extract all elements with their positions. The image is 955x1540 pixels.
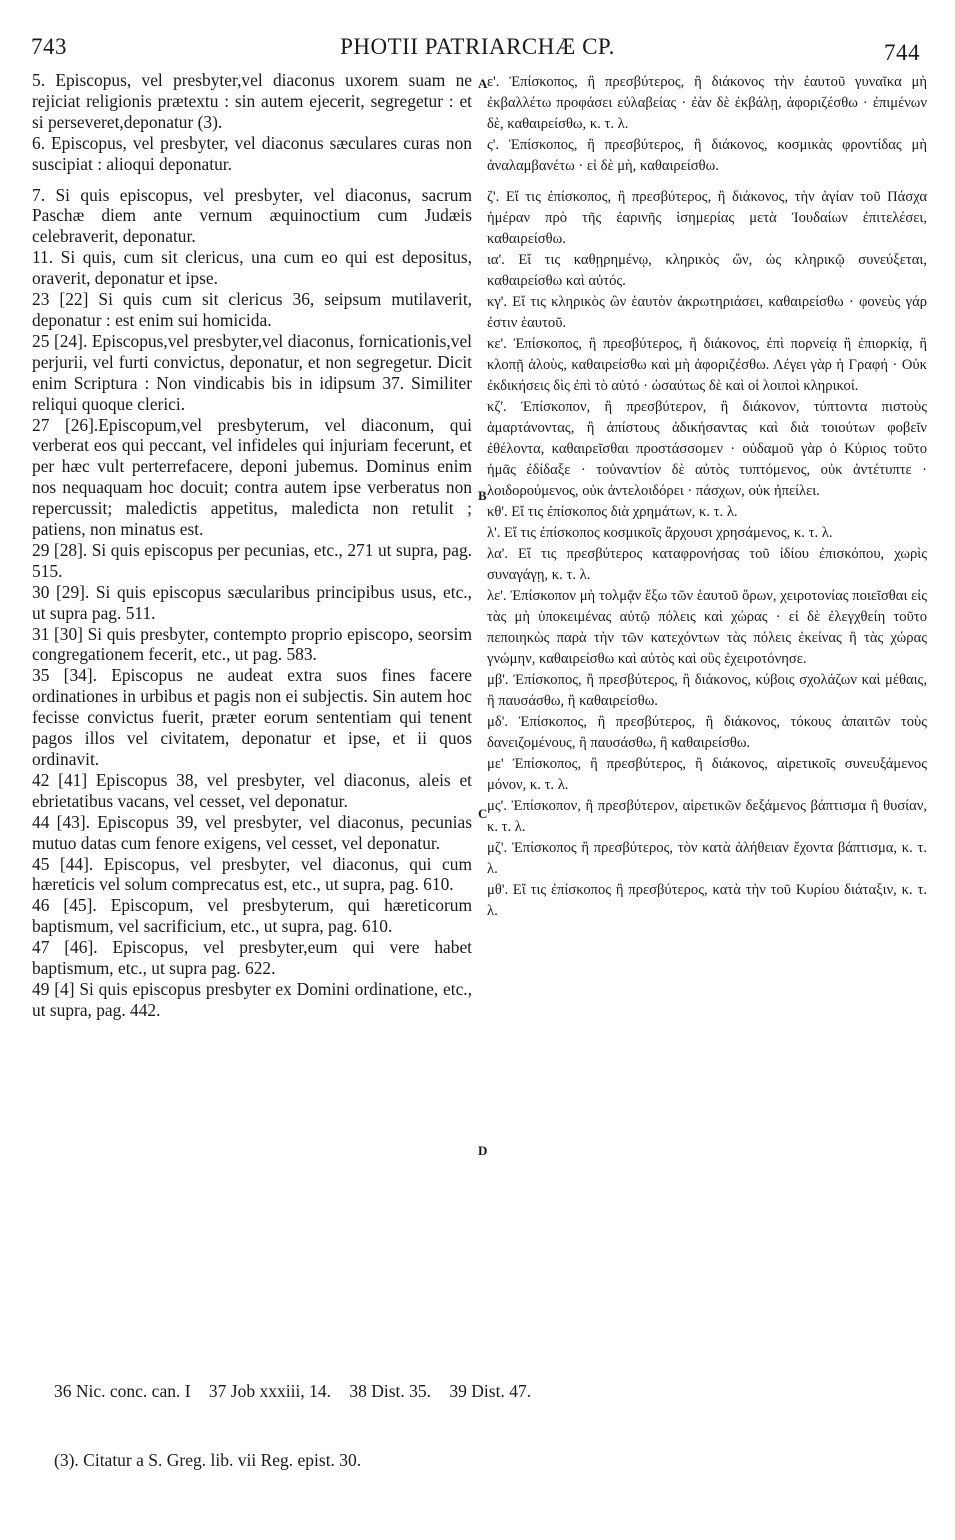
latin-column [32, 70, 472, 1021]
footnote: 38 Dist. 35. [349, 1381, 432, 1401]
margin-letter-b: B [478, 488, 487, 503]
greek-canon: μθ'. Εἴ τις ἐπίσκοπος ἢ πρεσβύτερος, κατὰ τὴν τοῦ Κυρίου διάταξιν, κ. τ. λ. [487, 882, 927, 919]
latin-canon: 11. Si quis, cum sit clericus, una cum eo qui est depositus, oraverit, deponatur et ipse. [32, 247, 472, 289]
latin-canon: 27 [26].Episcopum,vel presbyterum, vel diaconum, qui verberat eos qui peccant, vel infideles qui injuriam fecerunt, et per hæc vult perterrefacere, deponi jubemus. Dominus enim nos nequaquam hoc docuit; contra autem ipse verberatus non repercussit; maledictis appetitus, maledicta non retulit ; patiens, non minatus est. [32, 414, 472, 540]
latin-canon: 47 [46]. Episcopus, vel presbyter,eum qui vere habet baptismum, etc., ut supra pag. 622. [32, 937, 472, 979]
greek-column [487, 72, 927, 922]
greek-canon: κγ'. Εἴ τις κληρικὸς ὢν ἑαυτὸν ἀκρωτηριάσει, καθαιρείσθω · φονεὺς γάρ ἐστιν ἑαυτοῦ. [487, 294, 927, 331]
footnotes [54, 1381, 545, 1402]
latin-canon: 45 [44]. Episcopus, vel presbyter, vel diaconus, qui cum hæreticis vel solum comprecatus est, etc., ut supra, pag. 610. [32, 853, 472, 895]
latin-canon: 49 [4] Si quis episcopus presbyter ex Domini ordinatione, etc., ut supra, pag. 442. [32, 978, 472, 1020]
running-title: PHOTII PATRIARCHÆ CP. [340, 34, 615, 59]
greek-canon: λα'. Εἴ τις πρεσβύτερος καταφρονήσας τοῦ ἰδίου ἐπισκόπου, χωρὶς συναγάγῃ, κ. τ. λ. [487, 546, 927, 583]
page-number-left: 743 [31, 34, 67, 59]
latin-canon: 42 [41] Episcopus 38, vel presbyter, vel diaconus, aleis et ebrietatibus vacans, vel cesset, vel deponatur. [32, 769, 472, 811]
latin-canon: 23 [22] Si quis cum sit clericus 36, seipsum mutilaverit, deponatur : est enim sui homicida. [32, 289, 472, 330]
greek-canon: μδ'. Ἐπίσκοπος, ἢ πρεσβύτερος, ἢ διάκονος, τόκους ἀπαιτῶν τοὺς δανειζομένους, ἢ παυσάσθω, ἢ καθαιρείσθω. [487, 714, 927, 751]
latin-canon: 31 [30] Si quis presbyter, contempto proprio episcopo, seorsim congregationem fecerit, etc., ut pag. 583. [32, 623, 472, 665]
greek-canon: μβ'. Ἐπίσκοπος, ἢ πρεσβύτερος, ἢ διάκονος, κύβοις σχολάζων καὶ μέθαις, ἢ παυσάσθω, ἢ καθαιρείσθω. [487, 672, 927, 709]
page-number-right: 744 [884, 40, 920, 65]
latin-canon: 29 [28]. Si quis episcopus per pecunias, etc., 271 ut supra, pag. 515. [32, 539, 472, 581]
margin-letter-d: D [478, 1143, 488, 1158]
latin-canon: 30 [29]. Si quis episcopus sæcularibus principibus usus, etc., ut supra pag. 511. [32, 581, 472, 623]
latin-canon: 35 [34]. Episcopus ne audeat extra suos fines facere ordinationes in urbibus et pagis non ei subjectis. Sin autem hoc fecisse convictus fuerit, præter eorum sententiam qui tenent pagos illos vel civitatem, deponatur et ipse, et ii quos ordinavit. [32, 665, 472, 769]
greek-canon: λ'. Εἴ τις ἐπίσκοπος κοσμικοῖς ἄρχουσι χρησάμενος, κ. τ. λ. [487, 525, 833, 541]
latin-canon: 46 [45]. Episcopum, vel presbyterum, qui hæreticorum baptismum, vel sacrificium, etc., ut supra, pag. 610. [32, 895, 472, 937]
latin-canon: 25 [24]. Episcopus,vel presbyter,vel diaconus, fornicationis,vel perjurii, vel furti convictus, deponatur, et non segregetur. Dicit enim Scriptura : Non vindicabis bis in idipsum 37. Similiter reliqui quoque clerici. [32, 330, 472, 414]
footnote: 37 Job xxxiii, 14. [208, 1381, 331, 1401]
greek-canon: ια'. Εἴ τις καθῃρημένῳ, κληρικὸς ὤν, ὡς κληρικῷ συνεύξεται, καθαιρείσθω καὶ αὐτός. [487, 252, 927, 289]
greek-canon: ζ'. Εἴ τις ἐπίσκοπος, ἢ πρεσβύτερος, ἢ διάκονος, τὴν ἁγίαν τοῦ Πάσχα ἡμέραν πρὸ τῆς ἐαρινῆς ἰσημερίας μετὰ Ἰουδαίων ἐπιτελέσει, καθαιρείσθω. [487, 189, 927, 247]
greek-canon: ε'. Ἐπίσκοπος, ἢ πρεσβύτερος, ἢ διάκονος τὴν ἑαυτοῦ γυναῖκα μὴ ἐκβαλλέτω προφάσει εὐλαβείας · ἐὰν δὲ ἐκβάλῃ, ἀφοριζέσθω · ἐπιμένων δὲ, καθαιρείσθω, κ. τ. λ. [487, 74, 927, 132]
greek-canon: μζ'. Ἐπίσκοπος ἢ πρεσβύτερος, τὸν κατὰ ἀλήθειαν ἔχοντα βάπτισμα, κ. τ. λ. [487, 840, 927, 877]
greek-canon: με' Ἐπίσκοπος, ἢ πρεσβύτερος, ἢ διάκονος, αἱρετικοῖς συνευξάμενος μόνον, κ. τ. λ. [487, 756, 927, 793]
citation-note: (3). Citatur a S. Greg. lib. vii Reg. epist. 30. [54, 1450, 362, 1470]
greek-canon: λε'. Ἐπίσκοπον μὴ τολμᾷν ἔξω τῶν ἑαυτοῦ ὅρων, χειροτονίας ποιεῖσθαι εἰς τὰς μὴ ὑποκειμένας αὐτῷ πόλεις καὶ χώρας · εἰ δὲ ἐλεγχθείη τοῦτο πεποιηκὼς παρὰ τὴν τῶν κατεχόντων τὰς πόλεις ἐκείνας ἢ τὰς χώρας γνώμην, καθαιρείσθω καὶ αὐτὸς καὶ οὓς ἐχειροτόνησε. [487, 588, 927, 667]
greek-canon: κε'. Ἐπίσκοπος, ἢ πρεσβύτερος, ἢ διάκονος, ἐπὶ πορνείᾳ ἢ ἐπιορκίᾳ, ἢ κλοπῇ ἁλοὺς, καθαιρείσθω καὶ μὴ ἀφοριζέσθω. Λέγει γὰρ ἡ Γραφή · Οὐκ ἐκδικήσεις δὶς ἐπὶ τὸ αὐτό · ὡσαύτως δὲ καὶ οἱ λοιποὶ κληρικοί. [487, 336, 927, 394]
greek-canon: κζ'. Ἐπίσκοπον, ἢ πρεσβύτερον, ἢ διάκονον, τύπτοντα πιστοὺς ἁμαρτάνοντας, ἢ ἀπίστους ἀδικήσαντας καὶ διὰ τοιούτων φοβεῖν ἐθέλοντα, καθαιρεῖσθαι προστάσσομεν · οὐδαμοῦ γὰρ ὁ Κύριος τοῦτο ἡμᾶς ἐδίδαξε · τοὐναντίον δὲ αὐτὸς τυπτόμενος, οὐκ ἀντέτυπτε · λοιδορούμενος, οὐκ ἀντελοιδόρει · πάσχων, οὐκ ἠπείλει. [487, 399, 927, 499]
latin-canon: 7. Si quis episcopus, vel presbyter, vel diaconus, sacrum Paschæ diem ante vernum æquinoctium cum Judæis celebraverit, deponatur. [32, 184, 472, 247]
latin-canon: 44 [43]. Episcopus 39, vel presbyter, vel diaconus, pecunias mutuo datas cum fenore exigens, vel cesset, vel deponatur. [32, 811, 472, 853]
footnote: 39 Dist. 47. [449, 1381, 532, 1401]
margin-letter-c: C [478, 806, 488, 821]
margin-letter-a: A [478, 76, 488, 91]
greek-canon: κθ'. Εἴ τις ἐπίσκοπος διὰ χρημάτων, κ. τ. λ. [487, 504, 738, 520]
latin-canon: 5. Episcopus, vel presbyter,vel diaconus uxorem suam ne rejiciat religionis prætextu : sin autem ejecerit, segregetur : et si perseveret,deponatur (3). [32, 70, 472, 132]
greek-canon: ς'. Ἐπίσκοπος, ἢ πρεσβύτερος, ἢ διάκονος, κοσμικὰς φροντίδας μὴ ἀναλαμβανέτω · εἰ δὲ μὴ, καθαιρείσθω. [487, 137, 927, 174]
greek-canon: μς'. Ἐπίσκοπον, ἢ πρεσβύτερον, αἱρετικῶν δεξάμενος βάπτισμα ἢ θυσίαν, κ. τ. λ. [487, 798, 927, 835]
latin-canon: 6. Episcopus, vel presbyter, vel diaconus sæculares curas non suscipiat : alioqui deponatur. [32, 132, 472, 174]
footnote: 36 Nic. conc. can. I [54, 1381, 191, 1401]
